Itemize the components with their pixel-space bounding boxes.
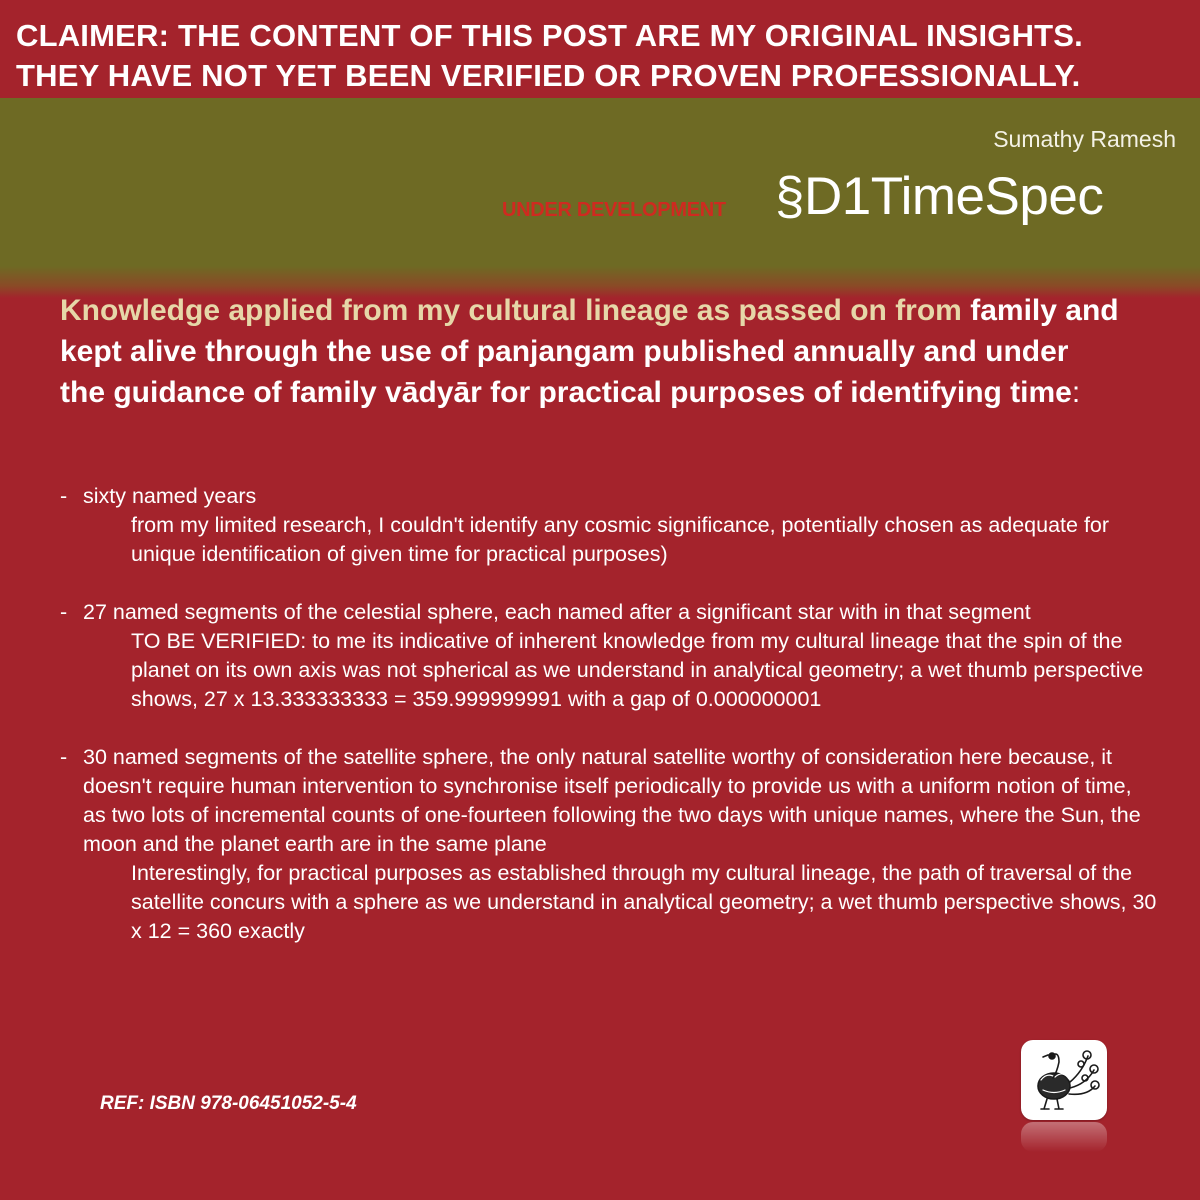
list-item <box>60 743 1160 946</box>
item-note: from my limited research, I couldn't identify any cosmic significance, potentially chosen as adequate for unique identification of given time for practical purposes) <box>131 513 1110 566</box>
isbn-reference: REF: ISBN 978-06451052-5-4 <box>100 1093 357 1114</box>
peacock-icon <box>1021 1040 1107 1120</box>
disclaimer-line-1: CLAIMER: THE CONTENT OF THIS POST ARE MY ORIGINAL INSIGHTS. <box>16 18 1083 53</box>
author-name: Sumathy Ramesh <box>993 126 1176 152</box>
item-dash: - <box>60 745 68 769</box>
intro-first-line: Knowledge applied from my cultural lineage as passed on from <box>60 294 962 327</box>
item-note: Interestingly, for practical purposes as established through my cultural lineage, the path of traversal of the satellite concurs with a sphere as we understand in analytical geometry; a wet thumb perspective shows, 30 x 12 = 360 exactly <box>131 861 1157 943</box>
brand-title: §D1TimeSpec <box>775 167 1104 226</box>
item-title: 27 named segments of the celestial sphere, each named after a significant star with in that segment <box>83 600 1031 624</box>
list-item <box>60 598 1160 714</box>
intro-rest: family and kept alive through the use of panjangam published annually and under the guidance of family vādyār for practical purposes of identifying time <box>60 294 1119 409</box>
item-list <box>60 482 1160 975</box>
item-title: sixty named years <box>83 484 257 508</box>
intro-colon: : <box>1071 376 1081 409</box>
disclaimer-banner <box>0 0 1200 98</box>
status-label: UNDER DEVELOPMENT <box>502 199 726 221</box>
item-note: TO BE VERIFIED: to me its indicative of inherent knowledge from my cultural lineage that the spin of the planet on its own axis was not spherical as we understand in analytical geometry; a wet thumb perspective shows, 27 x 13.333333333 = 359.999999991 with a gap of 0.000000001 <box>131 629 1144 711</box>
item-title: 30 named segments of the satellite sphere, the only natural satellite worthy of consideration here because, it doesn't require human intervention to synchronise itself periodically to provide us with a uniform notion of time, as two lots of incremental counts of one-fourteen following the two days with unique names, where the Sun, the moon and the planet earth are in the same plane <box>83 745 1141 856</box>
intro-heading <box>60 290 1120 413</box>
logo-reflection <box>1021 1122 1107 1152</box>
disclaimer-line-2: THEY HAVE NOT YET BEEN VERIFIED OR PROVEN PROFESSIONALLY. <box>16 58 1081 93</box>
item-dash: - <box>60 600 68 624</box>
item-dash: - <box>60 484 68 508</box>
list-item <box>60 482 1160 569</box>
